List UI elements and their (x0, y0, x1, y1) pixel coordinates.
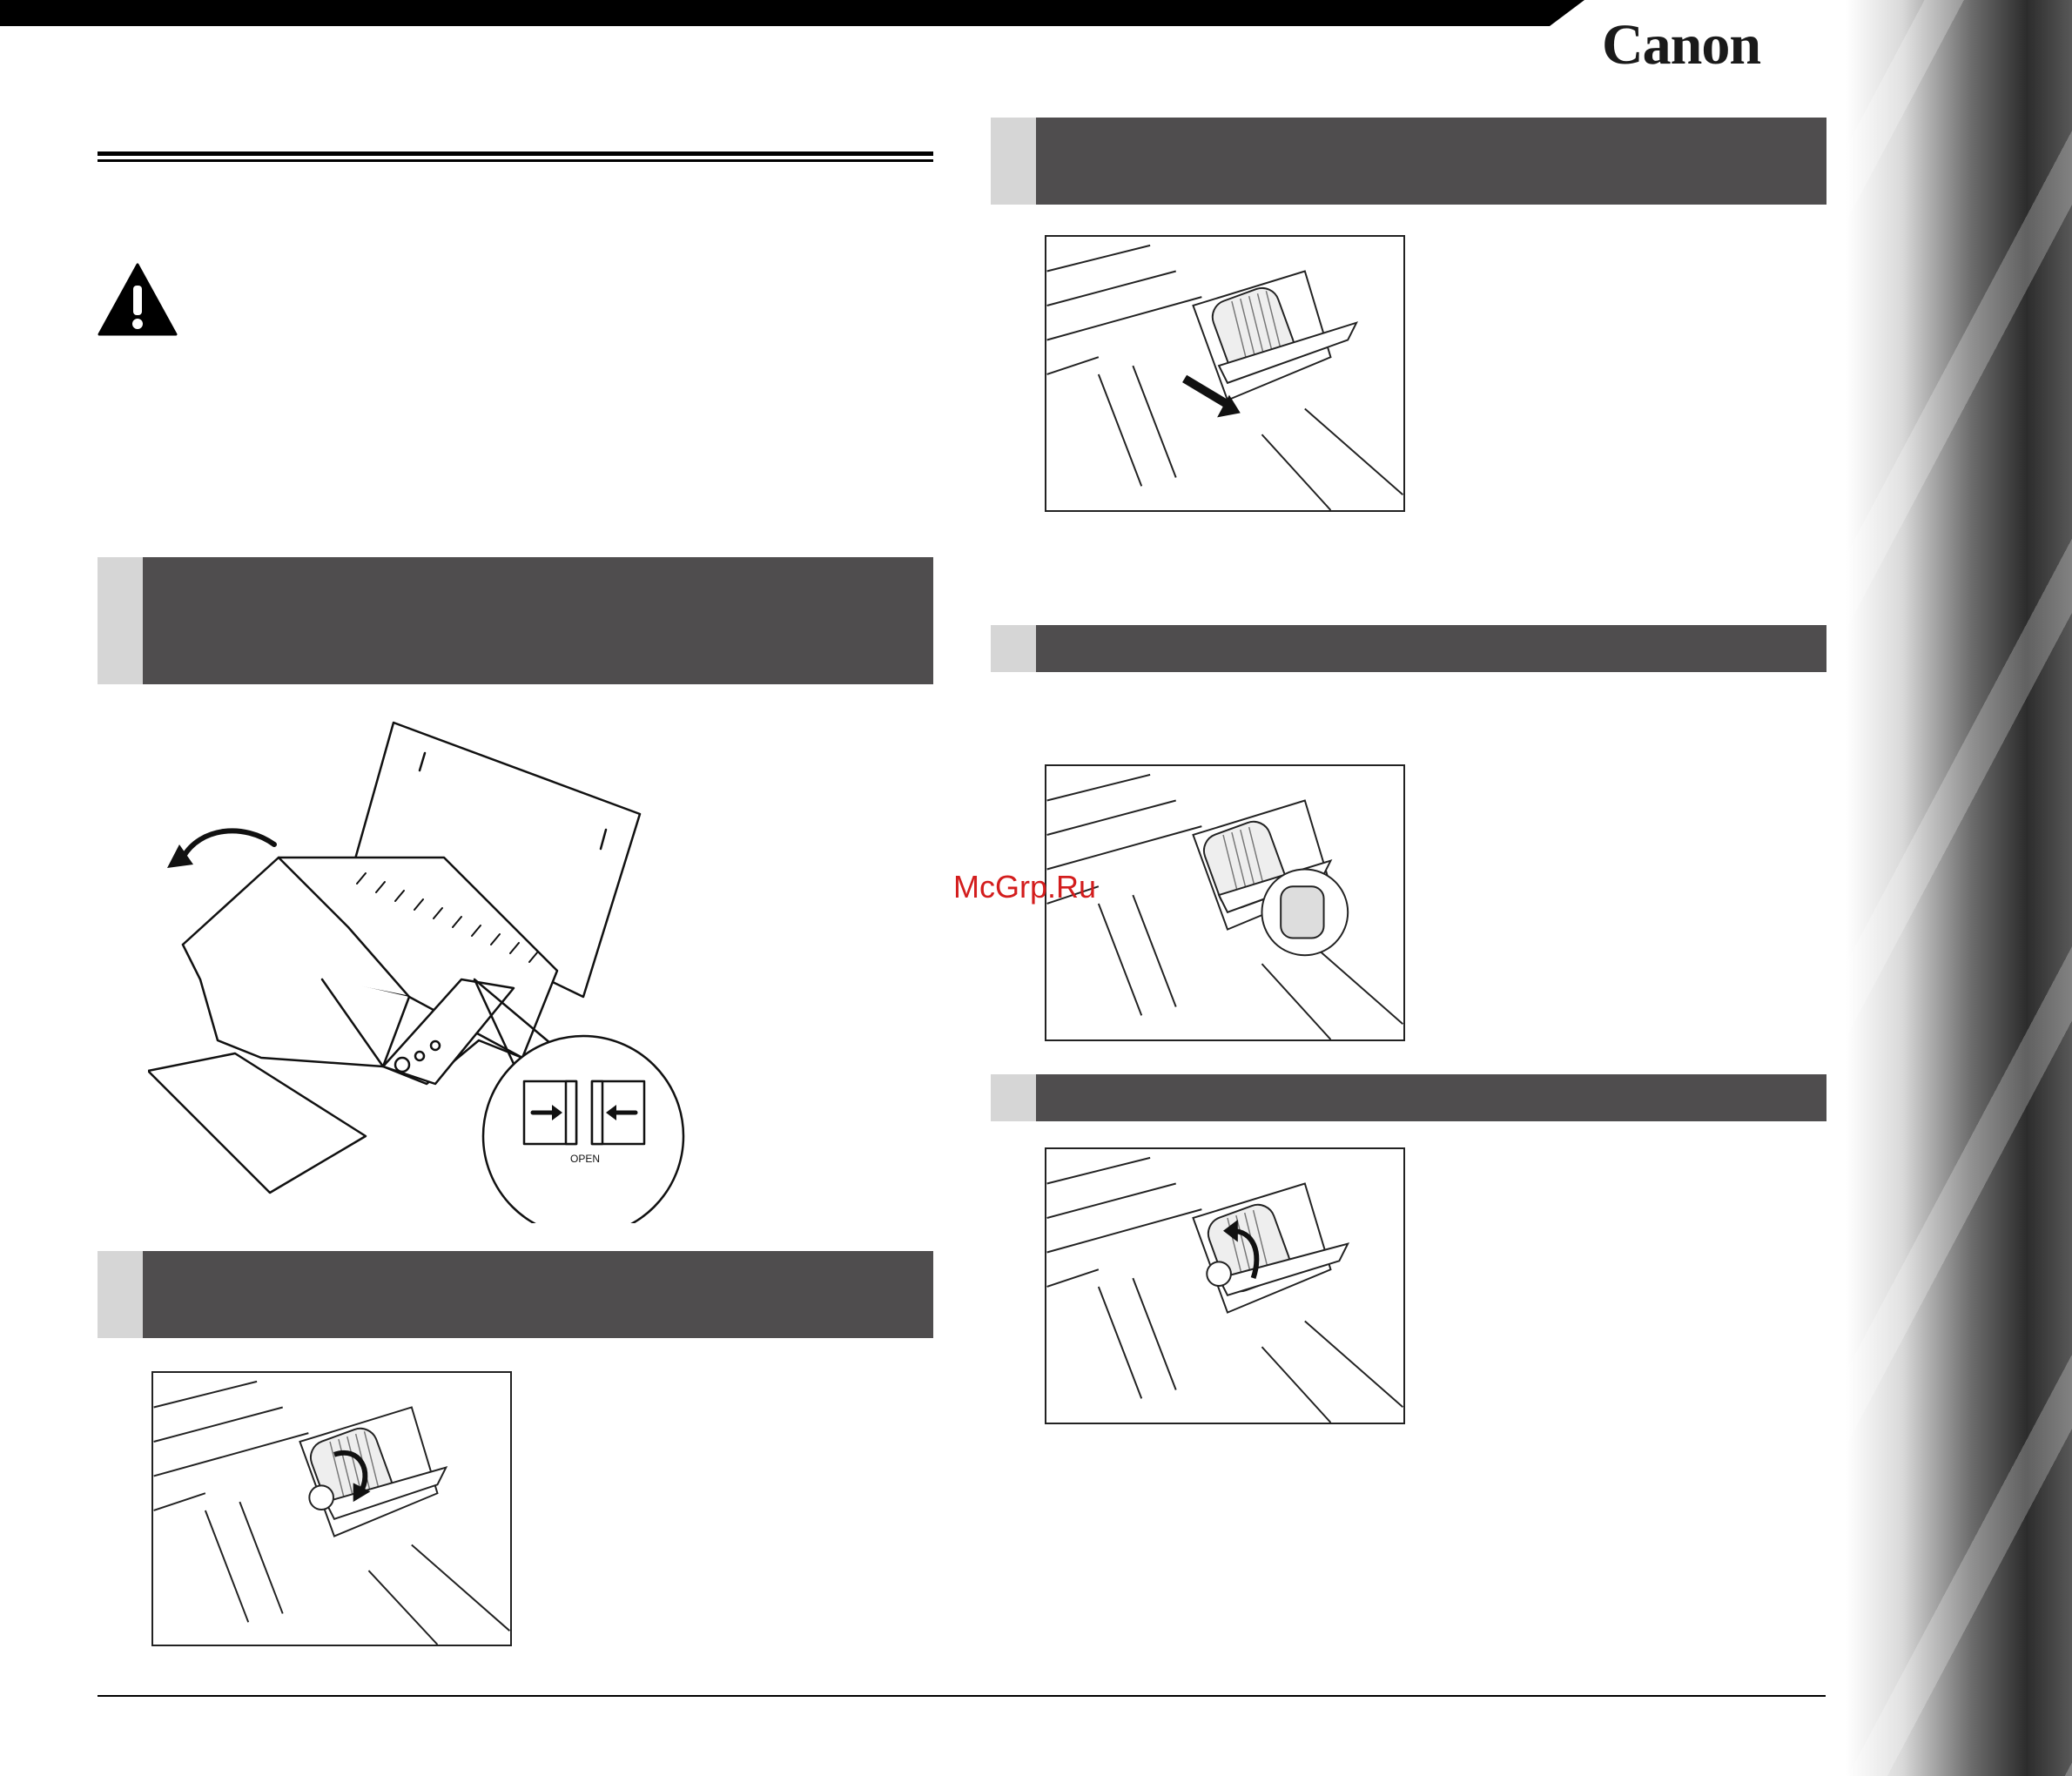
canon-logo: Canon (1602, 13, 1761, 77)
section-header-tab (991, 625, 1036, 672)
watermark-text: McGrp.Ru (953, 869, 1097, 905)
section-header-left-1 (98, 557, 933, 684)
scanner-illustration (148, 718, 723, 1223)
section-header-right-3 (991, 1074, 1826, 1121)
section-header-left-2 (98, 1251, 933, 1338)
roller-figure-remove (1045, 235, 1405, 512)
section-header-tab (98, 1251, 143, 1338)
title-rule (98, 151, 933, 156)
title-rule-thin (98, 159, 933, 162)
warning-icon (98, 263, 178, 336)
roller-figure-rotate-down (151, 1371, 512, 1646)
section-header-right-1 (991, 118, 1826, 205)
roller-figure-detail (1045, 764, 1405, 1041)
top-bar (0, 0, 1584, 26)
section-header-tab (98, 557, 143, 684)
section-header-tab (991, 1074, 1036, 1121)
footer-rule (98, 1695, 1826, 1697)
section-header-tab (991, 118, 1036, 205)
roller-figure-rotate-up (1045, 1147, 1405, 1424)
open-label: OPEN (570, 1153, 601, 1165)
decorative-side-graphic (1846, 0, 2072, 1776)
section-header-right-2 (991, 625, 1826, 672)
